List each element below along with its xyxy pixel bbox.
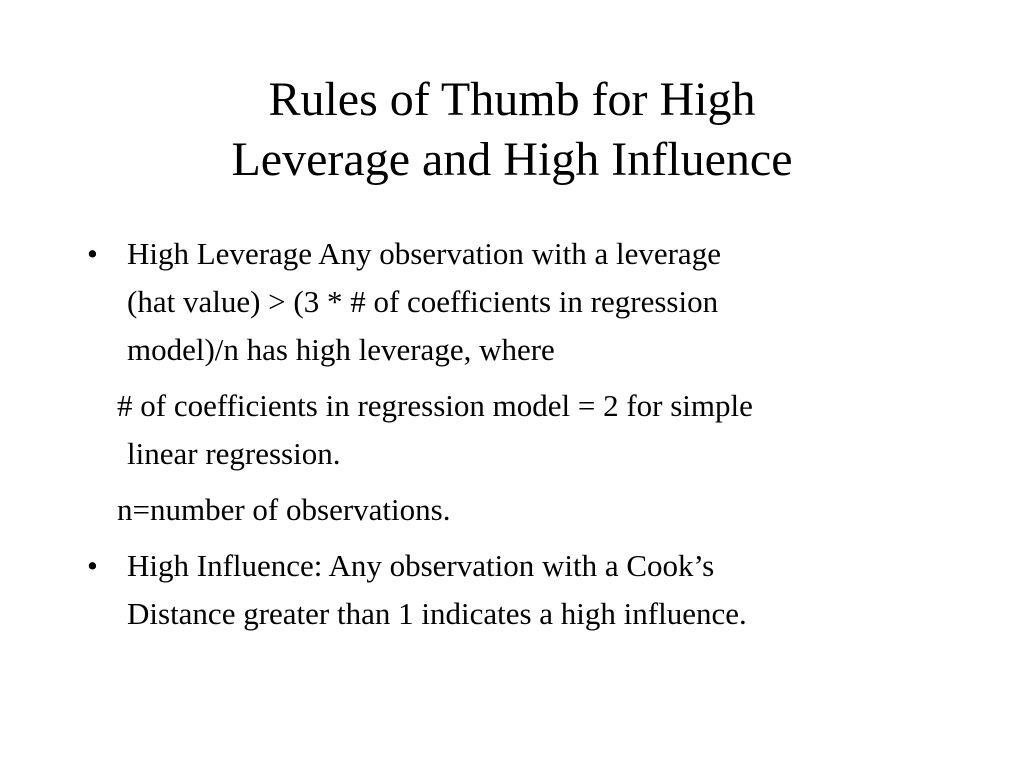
bullet-dot: • [87, 548, 98, 583]
sub-line: n=number of observations. [117, 492, 451, 527]
slide-body [0, 230, 1024, 638]
slide-title [0, 70, 1024, 190]
bullet-line: High Leverage Any observation with a leverage [127, 236, 721, 271]
bullet-dot: • [87, 236, 98, 271]
bullet-line: model)/n has high leverage, where [127, 332, 555, 367]
sub-paragraph-n [0, 486, 1024, 534]
bullet-high-influence [0, 542, 1024, 638]
sub-line: linear regression. [127, 436, 341, 471]
bullet-line: (hat value) > (3 * # of coefficients in regression [127, 284, 719, 319]
bullet-high-leverage [0, 230, 1024, 374]
bullet-line: High Influence: Any observation with a Cook’s [127, 548, 715, 583]
title-line-2: Leverage and High Influence [231, 133, 793, 186]
title-line-1: Rules of Thumb for High [268, 73, 756, 126]
bullet-line: Distance greater than 1 indicates a high influence. [127, 596, 747, 631]
sub-paragraph-coefficients [0, 382, 1024, 478]
sub-line: # of coefficients in regression model = 2 for simple [117, 388, 753, 423]
